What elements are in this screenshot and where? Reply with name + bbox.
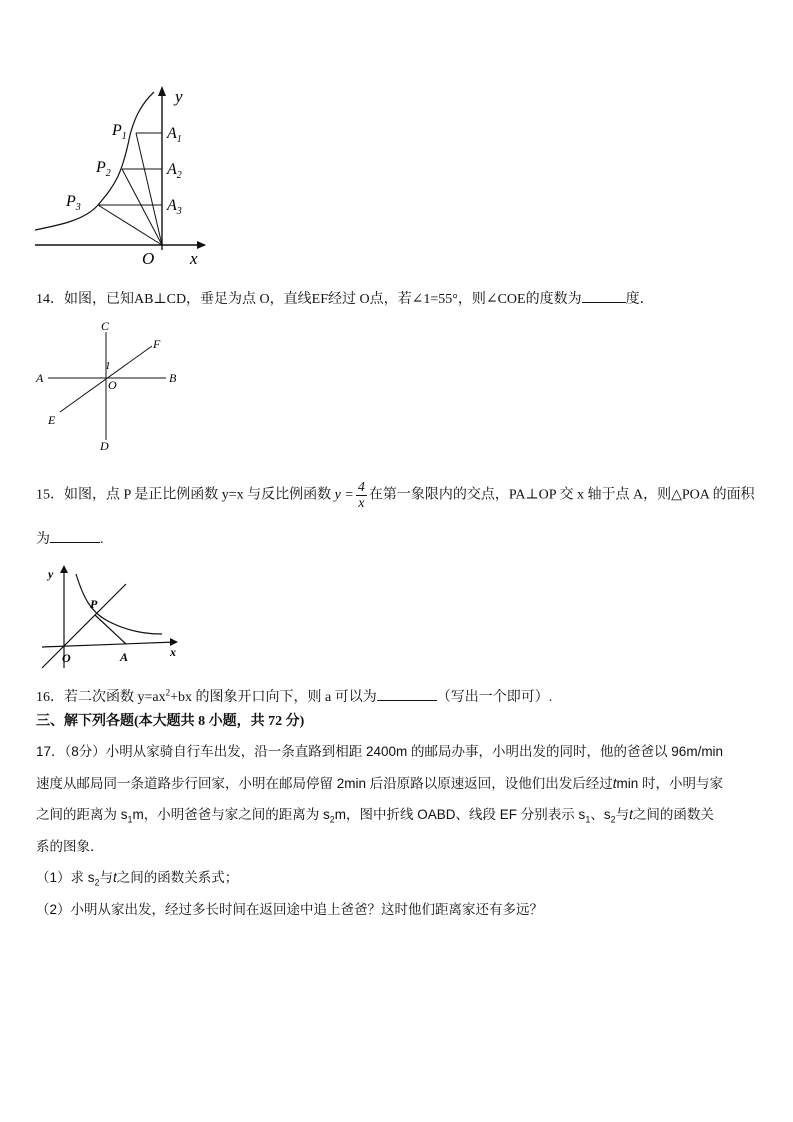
q17-subquestion-1: （1）求 $s_2$与t之间的函数关系式； xyxy=(36,870,239,888)
segment-pa xyxy=(95,615,126,644)
label-a2: $A_2$ xyxy=(167,161,182,181)
question-15-line1 xyxy=(36,480,755,511)
y-axis-arrow xyxy=(60,565,68,573)
q15-text-b: 在第一象限内的交点，PA⊥OP 交 x 轴于点 A，则△POA 的面积 xyxy=(368,487,755,503)
label-x: x xyxy=(170,645,176,659)
label-b: B xyxy=(169,371,177,385)
q17-line-2: 速度从邮局同一条道路步行回家，小明在邮局停留 2min 后沿原路以原速返回，设他们出发后经过tmin 时，小明与家 xyxy=(36,775,724,791)
segment-p2-o xyxy=(122,169,162,245)
label-p1: $P_1$ xyxy=(112,122,127,142)
q14-text-b: 度． xyxy=(625,292,654,307)
label-p: P xyxy=(90,597,98,611)
inverse-curve xyxy=(76,574,162,634)
label-f: F xyxy=(153,337,161,351)
label-p2: $P_2$ xyxy=(96,159,111,179)
x-axis-arrow xyxy=(197,241,206,249)
q15-denominator: x xyxy=(358,496,365,511)
q15-text-d: . xyxy=(100,532,104,547)
question-16 xyxy=(36,686,552,709)
segment-p1-o xyxy=(136,133,162,245)
q17-line-1: 17．（8分）小明从家骑自行车出发，沿一条直路到相距 2400m 的邮局办事，小明出发的同时，他的爸爸以 96m/min xyxy=(36,744,724,759)
label-angle-1: 1 xyxy=(105,360,111,372)
label-c: C xyxy=(101,319,110,333)
q17-line-3: 之间的距离为 $s_1m$，小明爸爸与家之间的距离为 $s_2m$，图中折线 OABD、线段 EF 分别表示 $s_1$、$s_2$与t之间的函数关 xyxy=(36,807,714,825)
figure-proportional-inverse xyxy=(34,560,194,675)
q16-text-c: （写出一个即可）. xyxy=(436,690,553,705)
q15-text-a: 15．如图，点 P 是正比例函数 y=x 与反比例函数 xyxy=(36,487,332,503)
label-x: x xyxy=(190,249,198,268)
question-17 xyxy=(36,736,723,925)
q15-text-c: 为 xyxy=(36,532,50,547)
label-o: O xyxy=(62,651,71,665)
label-a1: $A_1$ xyxy=(167,125,182,145)
q15-numerator: 4 xyxy=(357,480,365,495)
section-heading-text: 三、解下列各题(本大题共 8 小题，共 72 分) xyxy=(36,714,305,729)
y-axis-arrow xyxy=(158,86,166,96)
q16-text-a: 16．若二次函数 y=ax xyxy=(36,690,166,705)
x-axis xyxy=(42,642,176,647)
figure-hyperbola-points xyxy=(30,80,220,270)
label-p3: $P_3$ xyxy=(66,193,81,213)
q14-answer-blank[interactable] xyxy=(582,288,626,303)
q16-superscript: 2 xyxy=(165,687,171,698)
label-y: y xyxy=(175,87,183,106)
label-o: O xyxy=(108,378,117,392)
label-a3: $A_3$ xyxy=(167,197,182,217)
q15-answer-blank[interactable] xyxy=(50,528,100,543)
label-d: D xyxy=(100,439,109,453)
q16-text-b: +bx 的图象开口向下，则 a 可以为 xyxy=(170,690,377,705)
hyperbola-curve xyxy=(35,92,154,230)
label-a: A xyxy=(36,371,44,385)
q15-fraction xyxy=(356,480,367,511)
label-e: E xyxy=(48,413,56,427)
label-o: O xyxy=(142,249,155,268)
question-15-line2 xyxy=(36,528,104,551)
q16-answer-blank[interactable] xyxy=(377,686,437,701)
line-y-equals-x xyxy=(42,584,129,668)
question-14 xyxy=(36,288,654,311)
label-a: A xyxy=(120,650,129,664)
label-y: y xyxy=(48,567,54,581)
section-heading xyxy=(36,711,304,733)
q17-line-4: 系的图象． xyxy=(36,838,104,854)
q15-equation-lhs: y = xyxy=(334,487,354,503)
segment-p3-o xyxy=(98,205,162,245)
figure-perpendicular-lines xyxy=(30,316,190,456)
q17-subquestion-2: （2）小明从家出发，经过多长时间在返回途中追上爸爸？这时他们距离家还有多远？ xyxy=(36,901,544,917)
q14-text-a: 14．如图，已知AB⊥CD，垂足为点 O，直线EF经过 O点，若∠1=55°，则∠COE的度数为 xyxy=(36,292,582,307)
